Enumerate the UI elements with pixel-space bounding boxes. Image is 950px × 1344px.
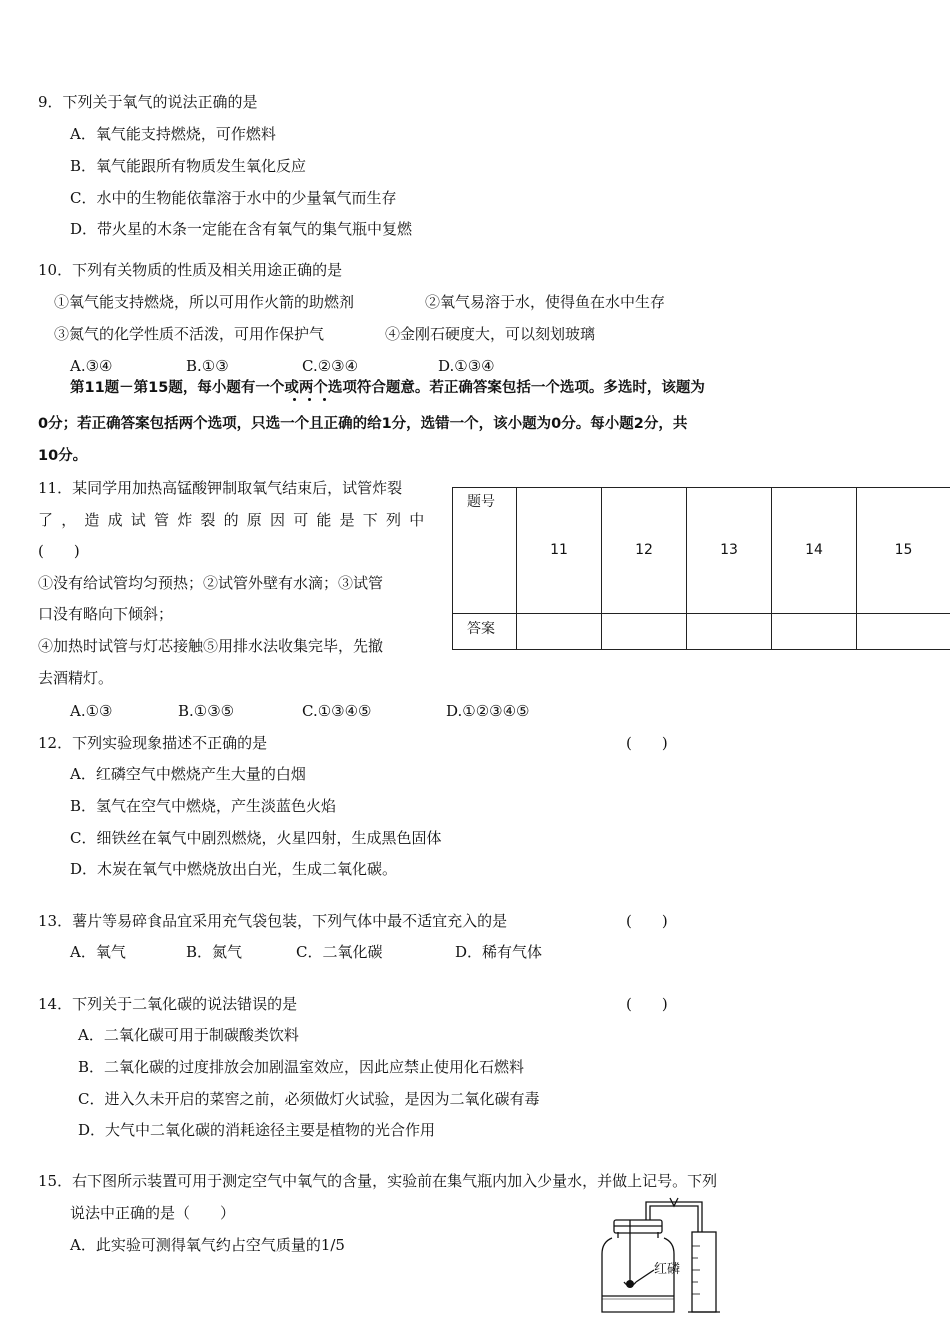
q15-line-2: 说法中正确的是（ ） xyxy=(70,1204,236,1222)
q13-option-a: A．氧气 xyxy=(70,943,126,961)
q10-option-a: A.③④ xyxy=(70,357,113,375)
table-question-number: 15 xyxy=(857,488,950,614)
q15-line-1: 15．右下图所示装置可用于测定空气中氧气的含量，实验前在集气瓶内加入少量水，并做上记号。下列 xyxy=(38,1172,718,1190)
q10-option-d: D.①③④ xyxy=(438,357,495,375)
q9-option-b: B．氧气能跟所有物质发生氧化反应 xyxy=(70,157,307,175)
table-question-number: 13 xyxy=(687,488,772,614)
table-header-label: 题号 xyxy=(453,488,517,614)
q9-option-d: D．带火星的木条一定能在含有氧气的集气瓶中复燃 xyxy=(70,220,413,238)
q12-stem: 12．下列实验现象描述不正确的是 xyxy=(38,734,268,752)
q11-line-4: ①没有给试管均匀预热；②试管外壁有水滴；③试管 xyxy=(38,574,384,592)
q14-option-c: C．进入久未开启的菜窖之前，必须做灯火试验，是因为二氧化碳有毒 xyxy=(78,1090,540,1108)
q13-option-b: B．氮气 xyxy=(186,943,243,961)
q10-statement-2: ②氧气易溶于水，使得鱼在水中生存 xyxy=(425,293,666,311)
answer-cell-15[interactable] xyxy=(857,613,950,649)
q14-option-d: D．大气中二氧化碳的消耗途径主要是植物的光合作用 xyxy=(78,1121,436,1139)
q11-line-1: 11．某同学用加热高锰酸钾制取氧气结束后，试管炸裂 xyxy=(38,479,403,497)
table-question-number: 14 xyxy=(772,488,857,614)
q10-stem: 10．下列有关物质的性质及相关用途正确的是 xyxy=(38,261,343,279)
q12-option-d: D．木炭在氧气中燃烧放出白光，生成二氧化碳。 xyxy=(70,860,398,878)
q10-statement-3: ③氮气的化学性质不活泼，可用作保护气 xyxy=(54,325,325,343)
q10-option-b: B.①③ xyxy=(186,357,229,375)
q11-line-2: 了，造成试管炸裂的原因可能是下列中 xyxy=(38,511,433,529)
instructions-line-3: 10分。 xyxy=(38,448,88,464)
oxygen-measurement-apparatus xyxy=(590,1196,750,1316)
q9-option-c: C．水中的生物能依靠溶于水中的少量氧气而生存 xyxy=(70,189,397,207)
q12-option-b: B．氢气在空气中燃烧，产生淡蓝色火焰 xyxy=(70,797,337,815)
answer-cell-12[interactable] xyxy=(602,613,687,649)
q12-option-a: A．红磷空气中燃烧产生大量的白烟 xyxy=(70,765,306,783)
q11-line-3: ( ) xyxy=(38,542,80,560)
answer-cell-13[interactable] xyxy=(687,613,772,649)
q14-option-a: A．二氧化碳可用于制碳酸类饮料 xyxy=(78,1026,299,1044)
emphasis-dot xyxy=(308,398,311,401)
table-answer-label: 答案 xyxy=(453,613,517,649)
q15-option-a: A．此实验可测得氧气约占空气质量的1/5 xyxy=(70,1236,345,1254)
q14-answer-bracket: ( ) xyxy=(626,995,668,1013)
q13-option-c: C．二氧化碳 xyxy=(296,943,383,961)
q11-line-7: 去酒精灯。 xyxy=(38,669,114,687)
emphasis-dot xyxy=(323,398,326,401)
q12-answer-bracket: ( ) xyxy=(626,734,668,752)
red-phosphorus-label: 红磷 xyxy=(654,1262,681,1277)
q12-option-c: C．细铁丝在氧气中剧烈燃烧，火星四射，生成黑色固体 xyxy=(70,829,442,847)
table-question-number: 11 xyxy=(517,488,602,614)
q11-option-c: C.①③④⑤ xyxy=(302,702,372,720)
q13-stem: 13．薯片等易碎食品宜采用充气袋包装，下列气体中最不适宜充入的是 xyxy=(38,912,508,930)
q10-statement-4: ④金刚石硬度大，可以刻划玻璃 xyxy=(385,325,596,343)
q11-option-d: D.①②③④⑤ xyxy=(446,702,530,720)
instructions-line-1: 第11题－第15题，每小题有一个或两个选项符合题意。若正确答案包括一个选项。多选时，该题为 xyxy=(70,380,705,396)
table-question-number: 12 xyxy=(602,488,687,614)
q14-option-b: B．二氧化碳的过度排放会加剧温室效应，因此应禁止使用化石燃料 xyxy=(78,1058,525,1076)
q9-stem: 9．下列关于氧气的说法正确的是 xyxy=(38,93,258,111)
q10-statement-1: ①氧气能支持燃烧，所以可用作火箭的助燃剂 xyxy=(54,293,355,311)
q14-stem: 14．下列关于二氧化碳的说法错误的是 xyxy=(38,995,298,1013)
emphasis-dot xyxy=(293,398,296,401)
q9-option-a: A．氧气能支持燃烧，可作燃料 xyxy=(70,125,276,143)
q11-line-5: 口没有略向下倾斜； xyxy=(38,605,174,623)
q11-line-6: ④加热时试管与灯芯接触⑤用排水法收集完毕，先撤 xyxy=(38,637,384,655)
q13-option-d: D．稀有气体 xyxy=(455,943,543,961)
q10-option-c: C.②③④ xyxy=(302,357,359,375)
q11-option-b: B.①③⑤ xyxy=(178,702,235,720)
answer-table xyxy=(452,487,950,650)
answer-cell-14[interactable] xyxy=(772,613,857,649)
instructions-line-2: 0分；若正确答案包括两个选项，只选一个且正确的给1分，选错一个，该小题为0分。每小题2分，共 xyxy=(38,416,688,432)
q13-answer-bracket: ( ) xyxy=(626,912,668,930)
answer-cell-11[interactable] xyxy=(517,613,602,649)
q11-option-a: A.①③ xyxy=(70,702,113,720)
